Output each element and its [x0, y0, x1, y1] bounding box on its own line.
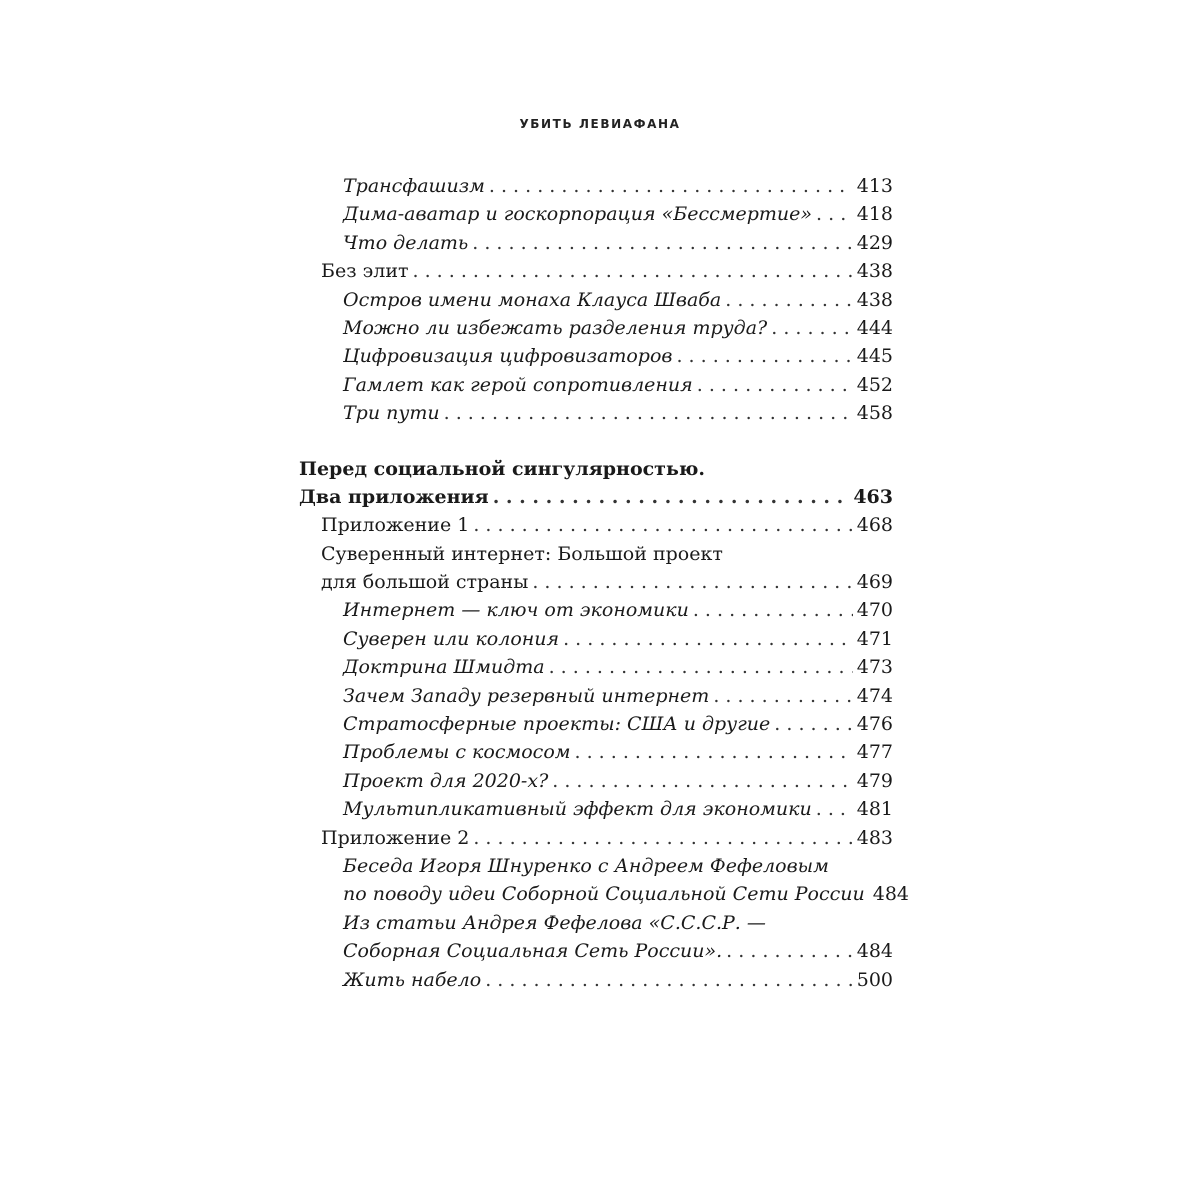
toc-entry-title: Приложение 2 [321, 826, 470, 849]
leader-dots [472, 229, 852, 257]
toc-entry[interactable] [299, 738, 893, 766]
toc-entry-title: Суверен или колония [343, 627, 560, 650]
toc-entry-section[interactable] [299, 257, 893, 285]
toc-entry-page: 452 [856, 373, 893, 396]
toc-entry-page: 484 [872, 883, 909, 906]
toc-entry-page: 463 [853, 485, 893, 508]
leader-dots [771, 314, 853, 342]
toc-entry[interactable] [299, 314, 893, 342]
conversation-title-line2: по поводу идеи Соборной Социальной Сети России [343, 883, 865, 906]
toc-group-leviathan [299, 172, 893, 428]
toc-entry-chapter[interactable] [299, 483, 893, 511]
toc-entry-page: 438 [856, 288, 893, 311]
toc-entry[interactable] [299, 596, 893, 624]
toc-entry-title: Приложение 1 [321, 514, 470, 537]
toc-entry[interactable] [299, 286, 893, 314]
leader-dots [726, 937, 853, 965]
leader-dots [549, 653, 853, 681]
toc-entry[interactable] [299, 795, 893, 823]
toc-entry[interactable] [299, 200, 893, 228]
toc-entry-sovereign[interactable] [299, 568, 893, 596]
toc-entry[interactable] [299, 767, 893, 795]
toc-entry-conversation[interactable] [299, 880, 909, 908]
toc-entry-page: 477 [856, 741, 893, 764]
toc-entry-page: 483 [856, 826, 893, 849]
leader-dots [489, 172, 853, 200]
toc-entry-title: Мультипликативный эффект для экономики [343, 798, 812, 821]
toc-entry-article[interactable] [299, 937, 893, 965]
leader-dots [552, 767, 852, 795]
toc-entry[interactable] [299, 966, 893, 994]
toc-entry-page: 458 [856, 402, 893, 425]
toc-entry-page: 413 [856, 175, 893, 197]
leader-dots [713, 682, 852, 710]
toc-entry-page: 473 [856, 656, 893, 679]
leader-dots [473, 824, 852, 852]
sovereign-title-line2: для большой страны [321, 571, 529, 594]
chapter-title-line1[interactable]: Перед социальной сингулярностью. [299, 457, 705, 480]
toc-entry-page: 418 [856, 203, 893, 226]
toc-entry-page: 445 [856, 345, 893, 368]
toc-entry[interactable] [299, 625, 893, 653]
leader-dots [697, 371, 853, 399]
toc-entry-page: 479 [856, 769, 893, 792]
leader-dots [444, 399, 853, 427]
leader-dots [575, 738, 853, 766]
toc-entry-title: Гамлет как герой сопротивления [343, 373, 693, 396]
toc-entry[interactable] [299, 229, 893, 257]
leader-dots [693, 596, 853, 624]
toc-entry-page: 438 [856, 260, 893, 283]
leader-dots [563, 625, 853, 653]
toc-entry-title: Интернет — ключ от экономики [343, 599, 689, 622]
leader-dots [816, 795, 853, 823]
toc-entry-title: Трансфашизм [343, 175, 485, 197]
toc-entry[interactable] [299, 710, 893, 738]
toc-entry-title: Что делать [343, 231, 469, 254]
article-title-line1[interactable]: Из статьи Андрея Фефелова «С.С.С.Р. — [343, 911, 766, 934]
conversation-title-line1[interactable]: Беседа Игоря Шнуренко с Андреем Фефеловым [343, 854, 829, 877]
toc-entry[interactable] [299, 172, 893, 200]
toc-entry-page: 500 [856, 968, 893, 991]
toc-chapter [299, 455, 909, 994]
leader-dots [413, 257, 853, 285]
toc-entry-title: Дима-аватар и госкорпорация «Бессмертие» [343, 203, 813, 226]
toc-entry-page: 468 [856, 514, 893, 537]
toc-entry-appendix-1[interactable] [299, 511, 893, 539]
article-title-line2: Соборная Социальная Сеть России». [343, 940, 723, 963]
toc-entry-title: Три пути [343, 402, 440, 425]
toc-entry[interactable] [299, 371, 893, 399]
table-of-contents [299, 172, 909, 994]
leader-dots [676, 342, 852, 370]
toc-entry-title: Доктрина Шмидта [343, 656, 545, 679]
toc-entry-title: Жить набело [343, 968, 482, 991]
leader-dots [493, 483, 850, 511]
toc-entry-title: Проект для 2020-х? [343, 769, 549, 792]
leader-dots [532, 568, 852, 596]
leader-dots [485, 966, 853, 994]
toc-entry-title: Проблемы с космосом [343, 741, 571, 764]
toc-entry-title: Стратосферные проекты: США и другие [343, 713, 771, 736]
toc-entry-page: 474 [856, 684, 893, 707]
leader-dots [473, 511, 852, 539]
toc-entry[interactable] [299, 682, 893, 710]
toc-entry-appendix-2[interactable] [299, 824, 893, 852]
toc-entry-page: 481 [856, 798, 893, 821]
toc-entry[interactable] [299, 342, 893, 370]
toc-entry-page: 444 [856, 316, 893, 339]
toc-entry-title: Можно ли избежать разделения труда? [343, 316, 768, 339]
toc-entry-title: Остров имени монаха Клауса Шваба [343, 288, 722, 311]
toc-entry[interactable] [299, 653, 893, 681]
toc-entry-page: 429 [856, 231, 893, 254]
chapter-title-line2: Два приложения [299, 485, 489, 508]
leader-dots [816, 200, 853, 228]
toc-entry-title: Зачем Западу резервный интернет [343, 684, 710, 707]
toc-entry-page: 471 [856, 627, 893, 650]
running-header: УБИТЬ ЛЕВИАФАНА [519, 117, 681, 131]
toc-entry[interactable] [299, 399, 893, 427]
toc-entry-title: Без элит [321, 260, 409, 283]
toc-entry-page: 469 [856, 571, 893, 594]
toc-entry-page: 476 [856, 713, 893, 736]
toc-entry-title: Цифровизация цифровизаторов [343, 345, 673, 368]
leader-dots [774, 710, 852, 738]
toc-entry-page: 470 [856, 599, 893, 622]
toc-entry-page: 484 [856, 940, 893, 963]
leader-dots [725, 286, 853, 314]
sovereign-title-line1[interactable]: Суверенный интернет: Большой проект [321, 542, 723, 565]
